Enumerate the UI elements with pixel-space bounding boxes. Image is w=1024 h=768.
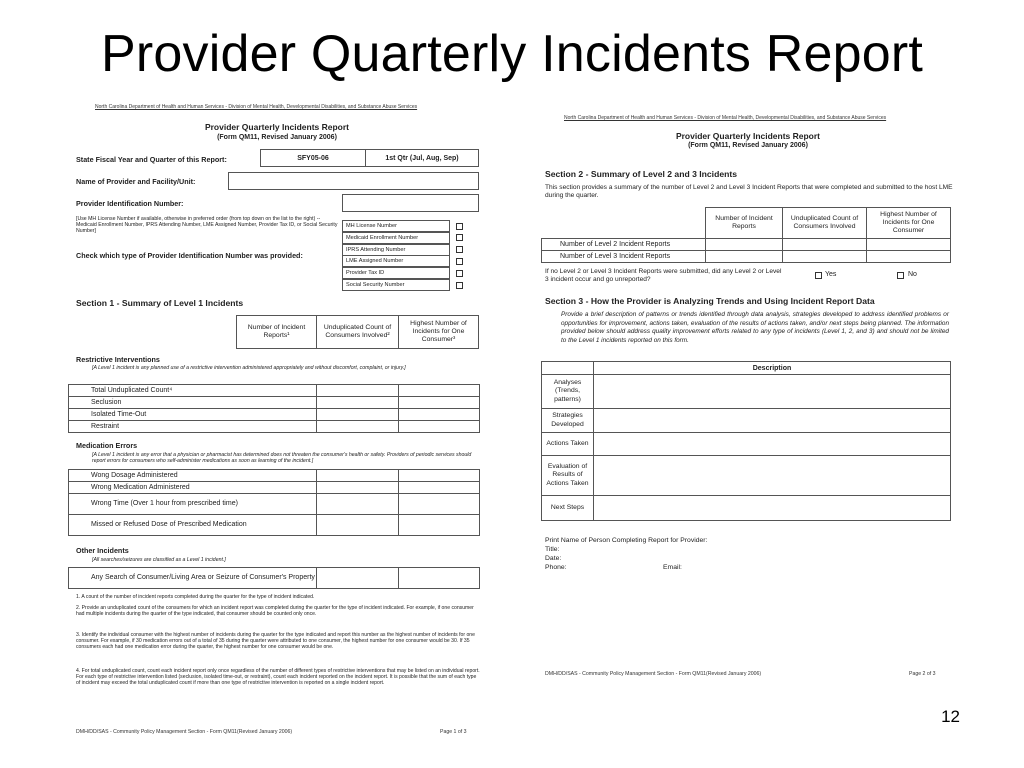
other-title: Other Incidents [76, 546, 129, 555]
description-input[interactable] [593, 432, 951, 456]
provider-id-label: Provider Identification Number: [76, 199, 184, 208]
id-instructions: [Use MH License Number if available, otherwise in preferred order (from top down on the list to the right) -- Medicaid Enrollment Number, IPRS Attending Number, LME Assigned Number, Provider Tax ID, or Social Security Number] [76, 216, 338, 235]
analysis-row-label: Strategies Developed [541, 408, 594, 433]
email-label: Email: [663, 564, 682, 571]
table-row-label: Restraint [68, 420, 317, 433]
form-subtitle: (Form QM11, Revised January 2006) [688, 142, 808, 149]
table-cell-input[interactable] [782, 250, 867, 263]
id-type-checkbox[interactable] [456, 246, 463, 253]
column-header: Highest Number of Incidents for One Consumer [866, 207, 951, 239]
table-row-label: Any Search of Consumer/Living Area or Seizure of Consumer's Property [68, 567, 317, 589]
table-row-label: Wrong Time (Over 1 hour from prescribed time) [68, 493, 317, 515]
provider-name-label: Name of Provider and Facility/Unit: [76, 177, 196, 186]
page2-footer-left: DMH/DD/SAS - Community Policy Management Section - Form QM11(Revised January 2006) [545, 671, 762, 677]
table-cell-input[interactable] [398, 420, 480, 433]
table-cell-input[interactable] [316, 420, 399, 433]
restrictive-note: [A Level 1 incident is any planned use of a restrictive intervention administered appropriately and without discomfort, complaint, or injury.] [92, 365, 406, 371]
table-cell-input[interactable] [398, 567, 480, 589]
provider-id-field[interactable] [342, 194, 479, 212]
page1-footer-right: Page 1 of 3 [440, 729, 467, 735]
no-checkbox[interactable] [897, 272, 904, 279]
column-header: Unduplicated Count of Consumers Involved [782, 207, 867, 239]
id-type-label: Check which type of Provider Identification Number was provided: [76, 251, 303, 260]
analysis-row-label: Next Steps [541, 495, 594, 521]
id-type-label: Social Security Number [342, 279, 450, 291]
title-label: Title: [545, 546, 560, 553]
section3-description: Provide a brief description of patterns or trends identified through data analysis, strategies developed to address identified problems or opportunities for improvement, actions taken, evaluation of the results of actions taken, and/or next steps being planned. The information provided below should address quality improvement efforts related to any type of incidents (Level 1, 2, and 3) and should not be limited to the Level 1 incidents reported on this form. [561, 311, 949, 344]
table-cell-input[interactable] [316, 514, 399, 536]
print-name-label: Print Name of Person Completing Report for Provider: [545, 537, 708, 544]
form-subtitle: (Form QM11, Revised January 2006) [217, 134, 337, 141]
id-type-checkbox[interactable] [456, 223, 463, 230]
column-header: Number of Incident Reports¹ [236, 315, 317, 349]
yes-checkbox[interactable] [815, 272, 822, 279]
id-type-checkbox[interactable] [456, 234, 463, 241]
description-header: Description [593, 361, 951, 375]
date-label: Date: [545, 555, 562, 562]
id-type-label: Medicaid Enrollment Number [342, 232, 450, 244]
medication-note: [A Level 1 incident is any error that a physician or pharmacist has determined does not threaten the consumer's health or safety. Providers of periodic services should report errors for consumers who self-administer medications as soon as learning of the incident.] [92, 452, 472, 465]
id-type-checkbox[interactable] [456, 270, 463, 277]
id-type-label: LME Assigned Number [342, 255, 450, 267]
column-header: Unduplicated Count of Consumers Involved² [316, 315, 399, 349]
table-cell-input[interactable] [866, 250, 951, 263]
analysis-row-label: Evaluation of Results of Actions Taken [541, 455, 594, 496]
description-input[interactable] [593, 455, 951, 496]
restrictive-title: Restrictive Interventions [76, 355, 160, 364]
id-type-checkbox[interactable] [456, 258, 463, 265]
form-page-2 [537, 110, 959, 685]
id-type-label: Provider Tax ID [342, 267, 450, 279]
fiscal-year-field[interactable]: SFY05-06 [260, 149, 366, 167]
footnote: 1. A count of the number of incident reports completed during the quarter for the type of incident indicated. [76, 594, 315, 600]
slide-title: Provider Quarterly Incidents Report [100, 25, 923, 83]
yes-label: Yes [825, 271, 837, 278]
column-header: Number of Incident Reports [705, 207, 783, 239]
table-cell-input[interactable] [316, 493, 399, 515]
column-header: Highest Number of Incidents for One Consumer³ [398, 315, 479, 349]
table-row-label: Missed or Refused Dose of Prescribed Medication [68, 514, 317, 536]
page2-footer-right: Page 2 of 3 [909, 671, 936, 677]
agency-header: North Carolina Department of Health and Human Services - Division of Mental Health, Developmental Disabilities, and Substance Abuse Services [564, 115, 887, 121]
unreported-question: If no Level 2 or Level 3 Incident Reports were submitted, did any Level 2 or Level 3 incident occur and go unreported? [545, 268, 782, 283]
table-cell-input[interactable] [398, 514, 480, 536]
form-page-1 [68, 100, 486, 748]
footnote: 2. Provide an unduplicated count of the consumers for which an incident report was completed during the quarter for the type of incident indicated. For example, if one consumer had multiple incidents during the quarter of the type indicated, that consumer should be counted only once. [76, 605, 474, 617]
fiscal-year-label: State Fiscal Year and Quarter of this Report: [76, 155, 227, 164]
table-row-label: Wong Dosage Administered [68, 469, 317, 482]
id-type-checkbox[interactable] [456, 282, 463, 289]
description-input[interactable] [593, 495, 951, 521]
section1-title: Section 1 - Summary of Level 1 Incidents [76, 298, 244, 308]
table-row-label: Seclusion [68, 396, 317, 409]
table-cell-input[interactable] [316, 567, 399, 589]
description-input[interactable] [593, 374, 951, 409]
phone-label: Phone: [545, 564, 567, 571]
table-row-label: Number of Level 2 Incident Reports [541, 238, 706, 251]
agency-header: North Carolina Department of Health and Human Services - Division of Mental Health, Developmental Disabilities, and Substance Abuse Services [95, 104, 418, 110]
provider-name-field[interactable] [228, 172, 479, 190]
form-title: Provider Quarterly Incidents Report [204, 122, 350, 132]
quarter-field[interactable]: 1st Qtr (Jul, Aug, Sep) [365, 149, 479, 167]
id-type-label: IPRS Attending Number [342, 244, 450, 256]
table-cell-input[interactable] [705, 250, 783, 263]
table-cell-input[interactable] [398, 493, 480, 515]
section2-title: Section 2 - Summary of Level 2 and 3 Incidents [545, 169, 737, 179]
table-corner [541, 361, 594, 375]
analysis-row-label: Actions Taken [541, 432, 594, 456]
table-row-label: Total Unduplicated Count⁴ [68, 384, 317, 397]
table-row-label: Isolated Time-Out [68, 408, 317, 421]
no-label: No [908, 271, 917, 278]
table-row-label: Wrong Medication Administered [68, 481, 317, 494]
analysis-row-label: Analyses (Trends, patterns) [541, 374, 594, 409]
form-title: Provider Quarterly Incidents Report [675, 131, 821, 141]
slide-number: 12 [941, 707, 960, 726]
description-input[interactable] [593, 408, 951, 433]
footnote: 3. Identify the individual consumer with the highest number of incidents during the quarter for the type indicated and report this number as the highest number of incidents for one consumer. For example, if 30 medication errors out of a total of 35 during the quarter were attributed to one consumer, the highest number for one consumer would be 30. If 35 consumers each had one medication error during the quarter, the highest number for one consumer would be one. [76, 632, 475, 650]
section3-title: Section 3 - How the Provider is Analyzing Trends and Using Incident Report Data [545, 296, 875, 306]
other-note: [All searches/seizures are classified as a Level 1 incident.] [92, 557, 226, 563]
table-row-label: Number of Level 3 Incident Reports [541, 250, 706, 263]
page1-footer-left: DMH/DD/SAS - Community Policy Management Section - Form QM11(Revised January 2006) [76, 729, 293, 735]
footnote: 4. For total unduplicated count, count each incident report only once regardless of the number of different types of restrictive interventions that may be listed on an individual report. For each type of restrictive intervention listed (seclusion, isolated time-out, or restraint), count each incident reported on the incident report. It is possible that the sum of each type of incident may exceed the total unduplicated count if more than one type of restrictive intervention is reported on a single incident report. [76, 668, 480, 686]
id-type-label: MH License Number [342, 220, 450, 232]
medication-title: Medication Errors [76, 441, 138, 450]
section2-description: This section provides a summary of the number of Level 2 and Level 3 Incident Reports that were completed and submitted to the host LME during the quarter. [545, 184, 953, 199]
